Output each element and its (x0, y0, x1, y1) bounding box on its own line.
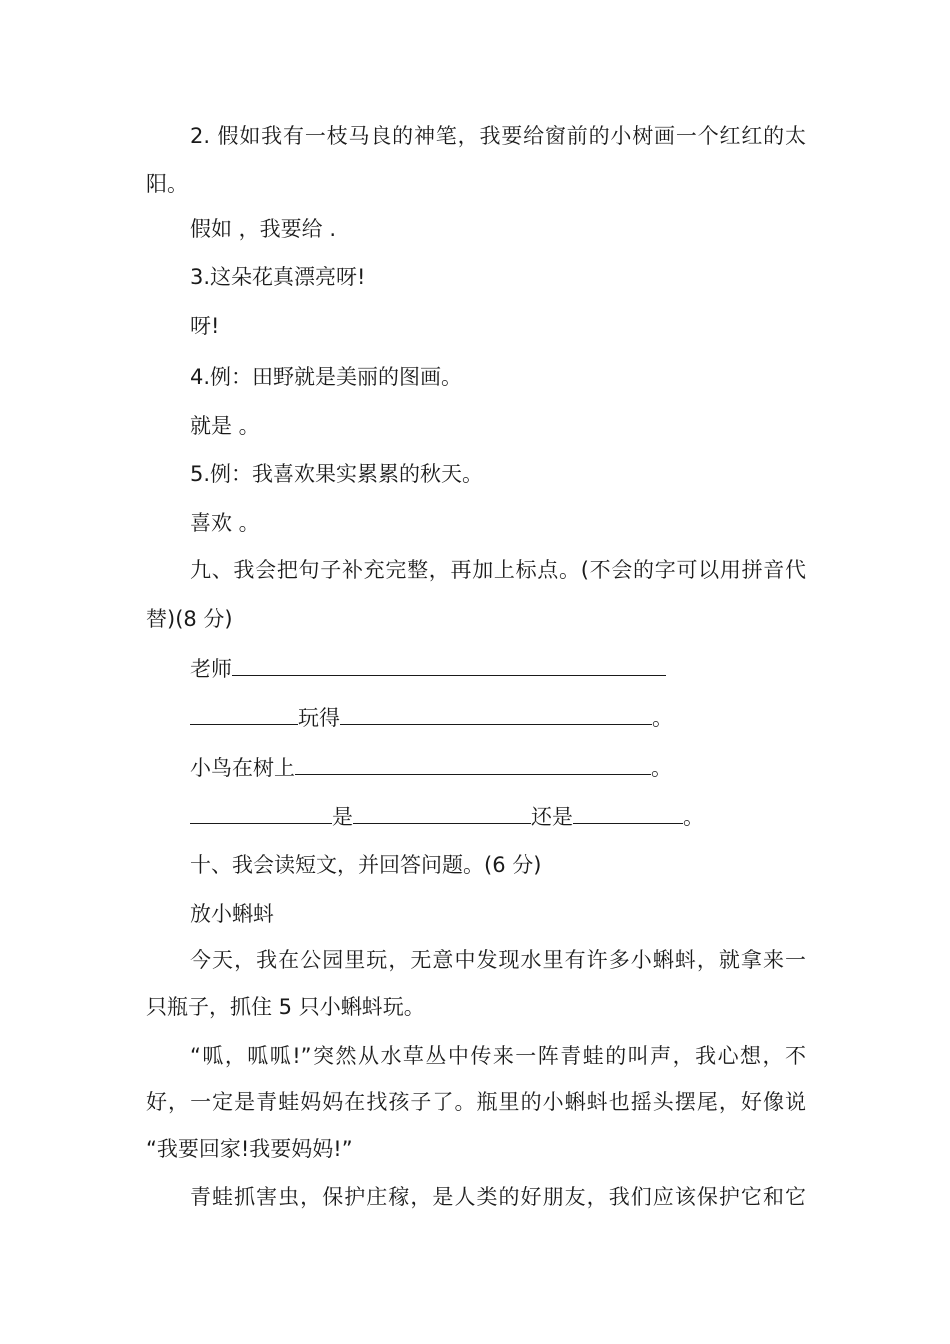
story-p2-line1: “呱，呱呱!”突然从水草丛中传来一阵青蛙的叫声，我心想，不 (190, 1044, 806, 1068)
fill-blank (353, 801, 531, 824)
q8-item3: 3.这朵花真漂亮呀! (190, 265, 366, 289)
q9-s4-shi: 是 (332, 805, 353, 829)
q8-item2-line2: 阳。 (146, 172, 188, 196)
q8-item5: 5.例：我喜欢果实累累的秋天。 (190, 462, 484, 486)
q9-sentence-2 (190, 702, 673, 733)
document-page (146, 0, 806, 1344)
q9-sentence-1 (190, 653, 666, 684)
q9-s4-haishi: 还是 (531, 805, 573, 829)
story-title: 放小蝌蚪 (190, 902, 274, 926)
q8-item3-answer: 呀! (190, 314, 220, 338)
q8-item2-line1: 2. 假如我有一枝马良的神笔，我要给窗前的小树画一个红红的太 (190, 124, 806, 148)
q9-s3-start: 小鸟在树上 (190, 756, 295, 780)
q10-title: 十、我会读短文，并回答问题。(6 分) (190, 853, 542, 877)
q9-title-line1: 九、我会把句子补充完整，再加上标点。(不会的字可以用拼音代 (190, 558, 806, 582)
story-p2-line2: 好，一定是青蛙妈妈在找孩子了。瓶里的小蝌蚪也摇头摆尾，好像说 (146, 1090, 806, 1114)
fill-blank (190, 702, 298, 725)
story-p1-line1: 今天，我在公园里玩，无意中发现水里有许多小蝌蚪，就拿来一 (190, 948, 806, 972)
q9-s3-end: 。 (651, 756, 672, 780)
q9-s1-start: 老师 (190, 657, 232, 681)
fill-blank (295, 752, 651, 775)
fill-blank (340, 702, 652, 725)
q9-sentence-3 (190, 752, 672, 783)
q9-s4-end: 。 (683, 805, 704, 829)
q8-item5-answer: 喜欢 。 (190, 511, 260, 535)
fill-blank (573, 801, 683, 824)
story-p2-line3: “我要回家!我要妈妈!” (146, 1137, 353, 1161)
q9-title-line2: 替)(8 分) (146, 607, 233, 631)
q8-item2-answer: 假如 ，我要给 . (190, 217, 337, 241)
q9-s2-mid: 玩得 (298, 706, 340, 730)
q9-sentence-4 (190, 801, 704, 832)
fill-blank (232, 653, 666, 676)
q8-item4: 4.例：田野就是美丽的图画。 (190, 365, 463, 389)
story-p3-line1: 青蛙抓害虫，保护庄稼，是人类的好朋友，我们应该保护它和它 (190, 1185, 806, 1209)
q8-item4-answer: 就是 。 (190, 414, 260, 438)
q9-s2-end: 。 (652, 706, 673, 730)
fill-blank (190, 801, 332, 824)
story-p1-line2: 只瓶子，抓住 5 只小蝌蚪玩。 (146, 995, 425, 1019)
